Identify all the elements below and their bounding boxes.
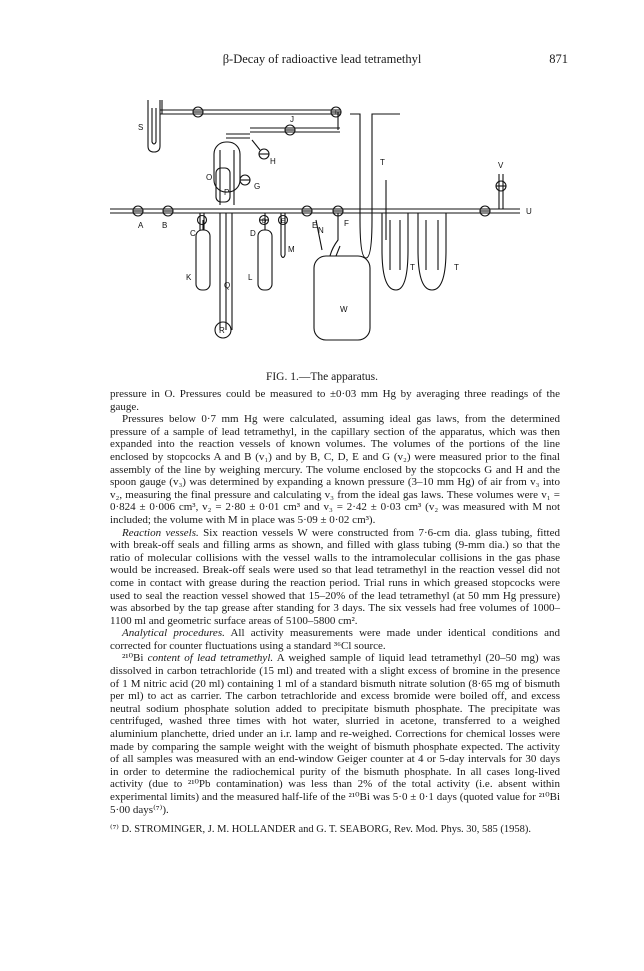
label-P: P — [224, 188, 230, 197]
label-R: R — [219, 326, 225, 335]
label-N: N — [318, 226, 324, 235]
label-U: U — [526, 207, 532, 216]
label-T-left: T — [410, 263, 415, 272]
label-T-right: T — [454, 263, 459, 272]
label-M: M — [288, 245, 295, 254]
figure-caption: FIG. 1.—The apparatus. — [265, 371, 379, 383]
stopcock-E — [302, 206, 312, 216]
stopcock-V — [496, 174, 506, 209]
tube-C — [198, 213, 207, 230]
label-E: E — [312, 221, 318, 230]
tap-mark-E: E — [281, 219, 286, 225]
paragraph-1: pressure in O. Pressures could be measured to ±0·03 mm Hg by averaging three readings of the gauge. — [110, 388, 560, 413]
label-O: O — [206, 173, 213, 182]
isotope-bi210: ²¹⁰Bi — [122, 652, 144, 665]
label-F: F — [344, 219, 349, 228]
tap-mark-T: T — [334, 110, 338, 116]
trap-T-upper — [350, 114, 400, 258]
trap-T-right — [418, 213, 446, 290]
apparatus-diagram — [100, 80, 550, 370]
label-Q: Q — [224, 281, 231, 290]
heading-bi-content: content of lead tetramethyl. — [143, 652, 274, 665]
label-C: C — [190, 229, 196, 238]
text-analytical-procedures: All activity measurements were made under identical conditions and corrected for counter fluctuations using a standard ³⁶Cl source. — [110, 627, 560, 652]
label-H: H — [270, 157, 276, 166]
label-V: V — [498, 161, 504, 170]
label-G: G — [254, 182, 261, 191]
stopcock-J — [250, 112, 340, 135]
label-B: B — [162, 221, 168, 230]
label-T-upper: T — [380, 158, 385, 167]
paragraph-reaction-vessels — [110, 527, 560, 628]
body-text — [110, 388, 560, 837]
stopcock-U — [480, 206, 490, 216]
trap-S — [148, 100, 162, 152]
text-reaction-vessels: Six reaction vessels W were constructed from 7·6-cm dia. glass tubing, fitted with break-off seals and filling arms as shown, and filled with glass tubing (9-mm dia.) so that the ratio of molecular collisions with the vessel walls to the intramolecular collisions in the gas phase would be increased. Break-off seals were used so that lead tetramethyl in the reaction vessel did not come in contact with grease during the reaction period. Trial runs in which greased stopcocks were used to seal the reaction vessel showed that 15–20% of the lead tetramethyl (at 50 mm Hg pressure) was absorbed by the tap grease after standing for 3 days. The six vessels had free volumes of 1000–1100 ml and geometric surface areas of 5100–5800 cm². — [110, 526, 560, 627]
label-A: A — [138, 221, 144, 230]
tap-mark-D: D — [262, 219, 267, 225]
label-J: J — [290, 115, 294, 124]
stopcock-A — [133, 206, 143, 216]
stopcock-G — [240, 175, 250, 185]
label-L: L — [248, 273, 253, 282]
stopcock-H — [252, 140, 269, 159]
page-number: 871 — [549, 52, 568, 66]
spoon-gauge-O — [214, 134, 250, 205]
label-W: W — [340, 305, 348, 314]
footnote-reference: ⁽⁷⁾ D. STROMINGER, J. M. HOLLANDER and G. T. SEABORG, Rev. Mod. Phys. 30, 585 (1958). — [110, 824, 532, 836]
heading-reaction-vessels: Reaction vessels. — [122, 526, 199, 539]
paragraph-2: Pressures below 0·7 mm Hg were calculated, assuming ideal gas laws, from the determined pressure of a sample of lead tetramethyl, in the capillary section of the apparatus, which was then expanded into the reaction vessels of known volumes. The volumes of the portions of the line enclosed by stopcocks A and B (v₁) and by B, C, D, E and G (v₂) were measured prior to the final assembly of the line by weighing mercury. The volume enclosed by the stopcocks G and H and the spoon gauge (v₃) was determined by expanding a known pressure (3–10 mm Hg) of air from v₃ into v₂, measuring the final pressure and calculating v₃ from the ideal gas laws. These volumes were v₁ = 0·824 ± 0·006 cm³, v₂ = 2·80 ± 0·01 cm³ and v₃ = 2·42 ± 0·03 cm³ (v₂ was measured with M not included; the volume with M in place was 5·09 ± 0·02 cm³). — [110, 413, 560, 526]
label-S: S — [138, 123, 144, 132]
bulb-K — [196, 220, 210, 290]
label-D: D — [250, 229, 256, 238]
running-title: β-Decay of radioactive lead tetramethyl — [222, 52, 422, 66]
paragraph-bi-content — [110, 652, 560, 816]
apparatus-figure — [100, 80, 550, 370]
paragraph-analytical-procedures — [110, 627, 560, 652]
mercury-column-Q — [215, 213, 232, 338]
upper-line — [160, 107, 341, 117]
heading-analytical-procedures: Analytical procedures. — [122, 627, 225, 640]
stopcock-B — [163, 206, 173, 216]
page-header — [0, 52, 644, 72]
text-bi-content: A weighed sample of liquid lead tetramethyl (20–50 mg) was dissolved in carbon tetrachloride (15 ml) and treated with a slight excess of bromine in the presence of 1 M nitric acid (20 ml) containing 1 ml of a standard bismuth nitrate solution (8·65 mg of bismuth per ml) to act as carrier. The carbon tetrachloride and excess bromide were boiled off, and excess neutral sodium phosphate solution added to precipitate bismuth phosphate. The precipitate was centrifuged, washed three times with hot water, slurried in acetone, transferred to a weighed aluminium planchette, dried under an i.r. lamp and re-weighed. Corrections for chemical losses were made by comparing the sample weight with the weight of bismuth phosphate expected. The activity of all samples was measured with an end-window Geiger counter at 4 or 5-day intervals for 30 days in order to determine the radiochemical purity of the bismuth phosphate. In all cases long-lived activity (due to ²¹⁰Pb contamination) was less than 2% of the total activity (i.e. absent within experimental limits) and the measured half-life of the ²¹⁰Bi was 5·0 ± 0·1 days (quoted value for ²¹⁰Bi 5·00 days⁽⁷⁾). — [110, 652, 560, 816]
label-K: K — [186, 273, 192, 282]
